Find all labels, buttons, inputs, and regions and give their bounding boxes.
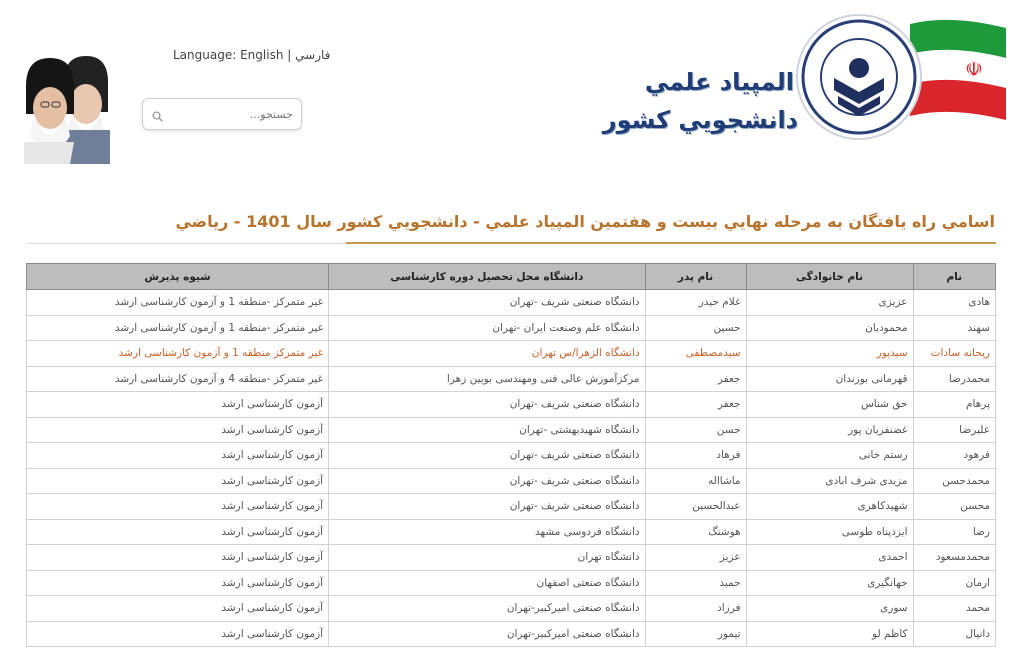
table-row (27, 392, 996, 418)
table-row (27, 315, 996, 341)
language-persian-link[interactable]: فارسي (295, 48, 331, 62)
cell-last-name: سیدپور (746, 341, 913, 367)
cell-father-name: غلام حیدر (645, 290, 746, 316)
cell-first-name: محمدمسعود (913, 545, 995, 571)
cell-admission-method: آزمون کارشناسی ارشد (27, 621, 329, 647)
cell-father-name: ماشااله (645, 468, 746, 494)
cell-admission-method: آزمون کارشناسی ارشد (27, 570, 329, 596)
cell-father-name: عبدالحسین (645, 494, 746, 520)
table-row (27, 621, 996, 647)
cell-university: دانشگاه صنعتی امیرکبیر-تهران (329, 596, 645, 622)
cell-last-name: ایزدپناه طوسی (746, 519, 913, 545)
cell-admission-method: غیر متمرکز -منطقه 1 و آزمون کارشناسی ارشد (27, 315, 329, 341)
cell-father-name: عزیز (645, 545, 746, 571)
cell-first-name: محسن (913, 494, 995, 520)
column-header-father-name: نام پدر (645, 264, 746, 290)
table-row (27, 519, 996, 545)
cell-university: مرکزآموزش عالی فنی ومهندسی بویین زهرا (329, 366, 645, 392)
title-underline (346, 242, 996, 244)
cell-last-name: حق شناس (746, 392, 913, 418)
cell-admission-method: آزمون کارشناسی ارشد (27, 468, 329, 494)
column-header-university: دانشگاه محل تحصیل دوره کارشناسی (329, 264, 645, 290)
cell-last-name: محمودیان (746, 315, 913, 341)
cell-university: دانشگاه علم وصنعت ایران -تهران (329, 315, 645, 341)
column-header-admission-method: شیوه پذیرش (27, 264, 329, 290)
table-row (27, 596, 996, 622)
cell-university: دانشگاه تهران (329, 545, 645, 571)
cell-first-name: هادی (913, 290, 995, 316)
cell-admission-method: آزمون کارشناسی ارشد (27, 443, 329, 469)
table-row (27, 443, 996, 469)
cell-father-name: حمید (645, 570, 746, 596)
cell-university: دانشگاه شهیدبهشتی -تهران (329, 417, 645, 443)
logo-title-line2: دانشجويي كشور (602, 106, 798, 134)
results-table (26, 263, 996, 647)
svg-text:☫: ☫ (965, 57, 983, 81)
cell-last-name: احمدی (746, 545, 913, 571)
cell-father-name: تیمور (645, 621, 746, 647)
logo-title-line1: المپياد علمي (644, 68, 794, 96)
cell-admission-method: غیر متمرکز -منطقه 1 و آزمون کارشناسی ارشد (27, 290, 329, 316)
cell-last-name: عزیزی (746, 290, 913, 316)
cell-first-name: رضا (913, 519, 995, 545)
table-row (27, 417, 996, 443)
cell-father-name: فرهاد (645, 443, 746, 469)
cell-admission-method: آزمون کارشناسی ارشد (27, 494, 329, 520)
cell-first-name: سهند (913, 315, 995, 341)
cell-university: دانشگاه صنعتی شریف -تهران (329, 494, 645, 520)
cell-first-name: دانیال (913, 621, 995, 647)
table-row (27, 570, 996, 596)
language-separator: | (287, 48, 292, 62)
cell-father-name: فرزاد (645, 596, 746, 622)
table-row (27, 545, 996, 571)
language-english-link[interactable]: English (240, 48, 284, 62)
cell-father-name: جعفر (645, 392, 746, 418)
cell-last-name: قهرمانی بوزندان (746, 366, 913, 392)
cell-admission-method: آزمون کارشناسی ارشد (27, 417, 329, 443)
cell-first-name: محمد (913, 596, 995, 622)
cell-university: دانشگاه الزهرا/س تهران (329, 341, 645, 367)
cell-first-name: محمدحسن (913, 468, 995, 494)
search-icon[interactable] (152, 107, 163, 126)
cell-admission-method: آزمون کارشناسی ارشد (27, 545, 329, 571)
cell-first-name: فرهود (913, 443, 995, 469)
table-row (27, 290, 996, 316)
cell-university: دانشگاه صنعتی شریف -تهران (329, 290, 645, 316)
table-row (27, 494, 996, 520)
cell-last-name: جهانگیری (746, 570, 913, 596)
cell-admission-method: آزمون کارشناسی ارشد (27, 596, 329, 622)
cell-last-name: سوری (746, 596, 913, 622)
cell-first-name: ریحانه سادات (913, 341, 995, 367)
cell-last-name: رستم خانی (746, 443, 913, 469)
search-input[interactable] (169, 104, 295, 124)
cell-admission-method: غیر متمرکز -منطقه 4 و آزمون کارشناسی ارشد (27, 366, 329, 392)
cell-admission-method: آزمون کارشناسی ارشد (27, 519, 329, 545)
cell-university: دانشگاه صنعتی شریف -تهران (329, 468, 645, 494)
cell-first-name: پرهام (913, 392, 995, 418)
column-header-last-name: نام خانوادگی (746, 264, 913, 290)
cell-first-name: ارمان (913, 570, 995, 596)
cell-admission-method: غیر متمرکز منطقه 1 و آزمون کارشناسی ارشد (27, 341, 329, 367)
cell-last-name: غضنفریان پور (746, 417, 913, 443)
cell-last-name: کاظم لو (746, 621, 913, 647)
cell-university: دانشگاه صنعتی شریف -تهران (329, 443, 645, 469)
cell-admission-method: آزمون کارشناسی ارشد (27, 392, 329, 418)
language-switcher (173, 48, 330, 62)
cell-father-name: جعفر (645, 366, 746, 392)
olympiad-logo (602, 10, 1006, 145)
cell-father-name: هوشنگ (645, 519, 746, 545)
cell-first-name: علیرضا (913, 417, 995, 443)
cell-university: دانشگاه فردوسی مشهد (329, 519, 645, 545)
cell-university: دانشگاه صنعتی اصفهان (329, 570, 645, 596)
table-row-highlighted (27, 341, 996, 367)
olympiad-seal-icon (794, 12, 924, 142)
column-header-first-name: نام (913, 264, 995, 290)
cell-last-name: مزیدی شرف ابادی (746, 468, 913, 494)
cell-university: دانشگاه صنعتی امیرکبیر-تهران (329, 621, 645, 647)
table-row (27, 468, 996, 494)
search-box (142, 98, 302, 130)
language-label: Language: (173, 48, 237, 62)
table-header-row (27, 264, 996, 290)
cell-university: دانشگاه صنعتی شریف -تهران (329, 392, 645, 418)
cell-last-name: شهیدکاهری (746, 494, 913, 520)
leaders-portrait-image (24, 52, 110, 164)
page-title: اسامي راه يافتگان به مرحله نهايي بيست و هفتمين المپياد علمي - دانشجويي كشور سال 1401 - رياضي (175, 212, 995, 231)
title-divider (26, 243, 346, 244)
table-row (27, 366, 996, 392)
cell-father-name: حسین (645, 315, 746, 341)
cell-father-name: حسن (645, 417, 746, 443)
cell-first-name: محمدرضا (913, 366, 995, 392)
cell-father-name: سیدمصطفی (645, 341, 746, 367)
